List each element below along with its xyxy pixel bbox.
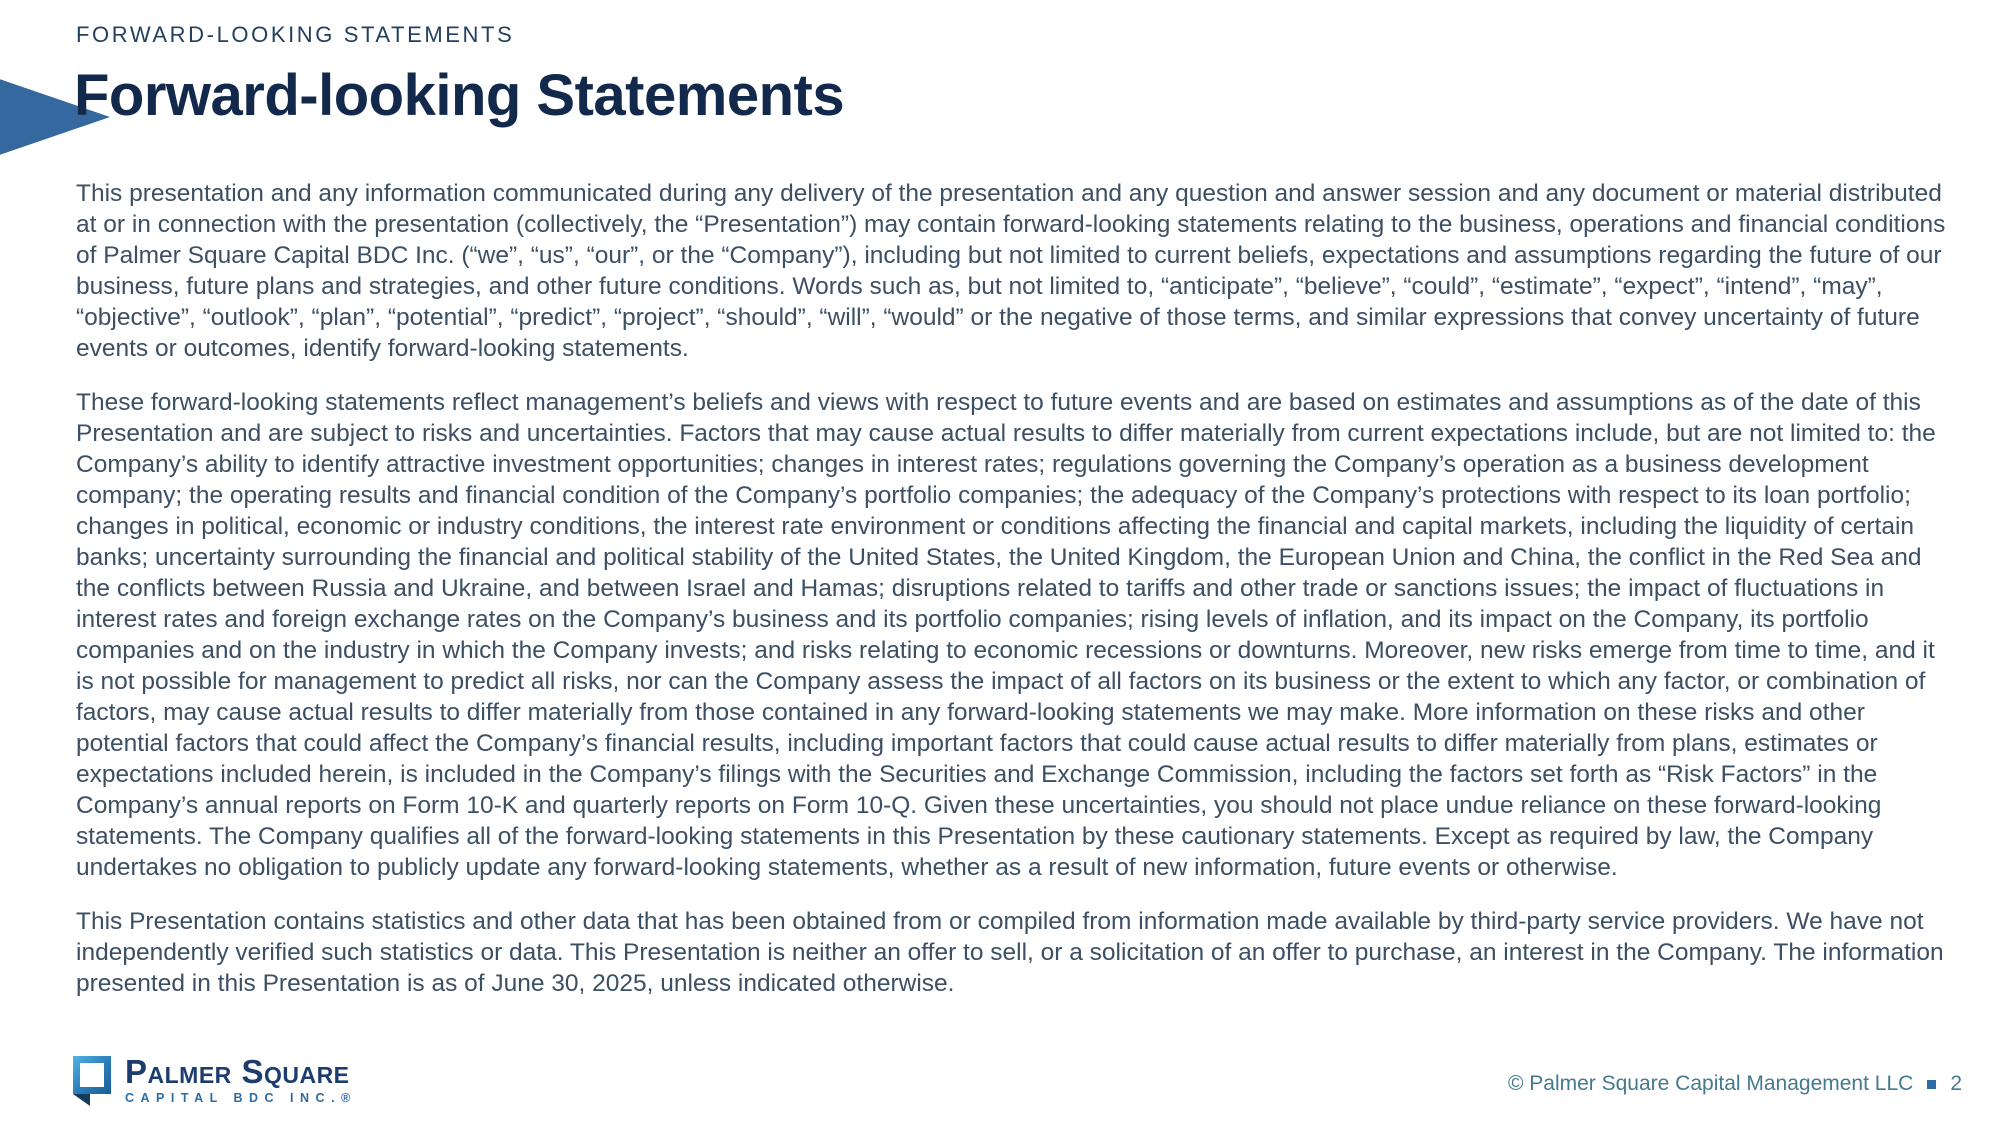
logo-square-icon xyxy=(73,1056,111,1094)
footer-separator-icon xyxy=(1927,1080,1936,1089)
logo-text xyxy=(125,1053,357,1105)
slide-eyebrow: FORWARD-LOOKING STATEMENTS xyxy=(76,22,515,47)
body-text xyxy=(76,178,1954,1022)
logo-name: Palmer Square xyxy=(125,1053,350,1090)
logo-subtitle: CAPITAL BDC INC.® xyxy=(125,1091,357,1105)
company-logo xyxy=(73,1053,357,1105)
logo-fold-icon xyxy=(73,1094,90,1106)
copyright-text: © Palmer Square Capital Management LLC xyxy=(1507,1072,1914,1095)
paragraph-3: This Presentation contains statistics and other data that has been obtained from or compiled from information made available by third-party service providers. We have not independently verified such statistics or data. This Presentation is neither an offer to sell, or a solicitation of an offer to purchase, an interest in the Company. The information presented in this Presentation is as of June 30, 2025, unless indicated otherwise. xyxy=(76,908,1944,997)
page-number: 2 xyxy=(1950,1072,1962,1095)
logo-square-inner xyxy=(80,1063,104,1087)
footer-right xyxy=(1508,1072,1962,1096)
page-title: Forward-looking Statements xyxy=(74,63,845,128)
paragraph-1: This presentation and any information communicated during any delivery of the presentation and any question and answer session and any document or material distributed at or in connection with the presentation (collectively, the “Presentation”) may contain forward-looking statements relating to the business, operations and financial conditions of Palmer Square Capital BDC Inc. (“we”, “us”, “our”, or the “Company”), including but not limited to current beliefs, expectations and assumptions regarding the future of our business, future plans and strategies, and other future conditions. Words such as, but not limited to, “anticipate”, “believe”, “could”, “estimate”, “expect”, “intend”, “may”, “objective”, “outlook”, “plan”, “potential”, “predict”, “project”, “should”, “will”, “would” or the negative of those terms, and similar expressions that convey uncertainty of future events or outcomes, identify forward-looking statements. xyxy=(76,180,1946,362)
paragraph-2: These forward-looking statements reflect management’s beliefs and views with respect to future events and are based on estimates and assumptions as of the date of this Presentation and are subject to risks and uncertainties. Factors that may cause actual results to differ materially from current expectations include, but are not limited to: the Company’s ability to identify attractive investment opportunities; changes in interest rates; regulations governing the Company’s operation as a business development company; the operating results and financial condition of the Company’s portfolio companies; the adequacy of the Company’s protections with respect to its loan portfolio; changes in political, economic or industry conditions, the interest rate environment or conditions affecting the financial and capital markets, including the liquidity of certain banks; uncertainty surrounding the financial and political stability of the United States, the United Kingdom, the European Union and China, the conflict in the Red Sea and the conflicts between Russia and Ukraine, and between Israel and Hamas; disruptions related to tariffs and other trade or sanctions issues; the impact of fluctuations in interest rates and foreign exchange rates on the Company’s business and its portfolio companies; rising levels of inflation, and its impact on the Company, its portfolio companies and on the industry in which the Company invests; and risks relating to economic recessions or downturns. Moreover, new risks emerge from time to time, and it is not possible for management to predict all risks, nor can the Company assess the impact of all factors on its business or the extent to which any factor, or combination of factors, may cause actual results to differ materially from those contained in any forward-looking statements we may make. More information on these risks and other potential factors that could affect the Company’s financial results, including important factors that could cause actual results to differ materially from plans, estimates or expectations included herein, is included in the Company’s filings with the Securities and Exchange Commission, including the factors set forth as “Risk Factors” in the Company’s annual reports on Form 10-K and quarterly reports on Form 10-Q. Given these uncertainties, you should not place undue reliance on these forward-looking statements. The Company qualifies all of the forward-looking statements in this Presentation by these cautionary statements. Except as required by law, the Company undertakes no obligation to publicly update any forward-looking statements, whether as a result of new information, future events or otherwise. xyxy=(76,389,1936,881)
